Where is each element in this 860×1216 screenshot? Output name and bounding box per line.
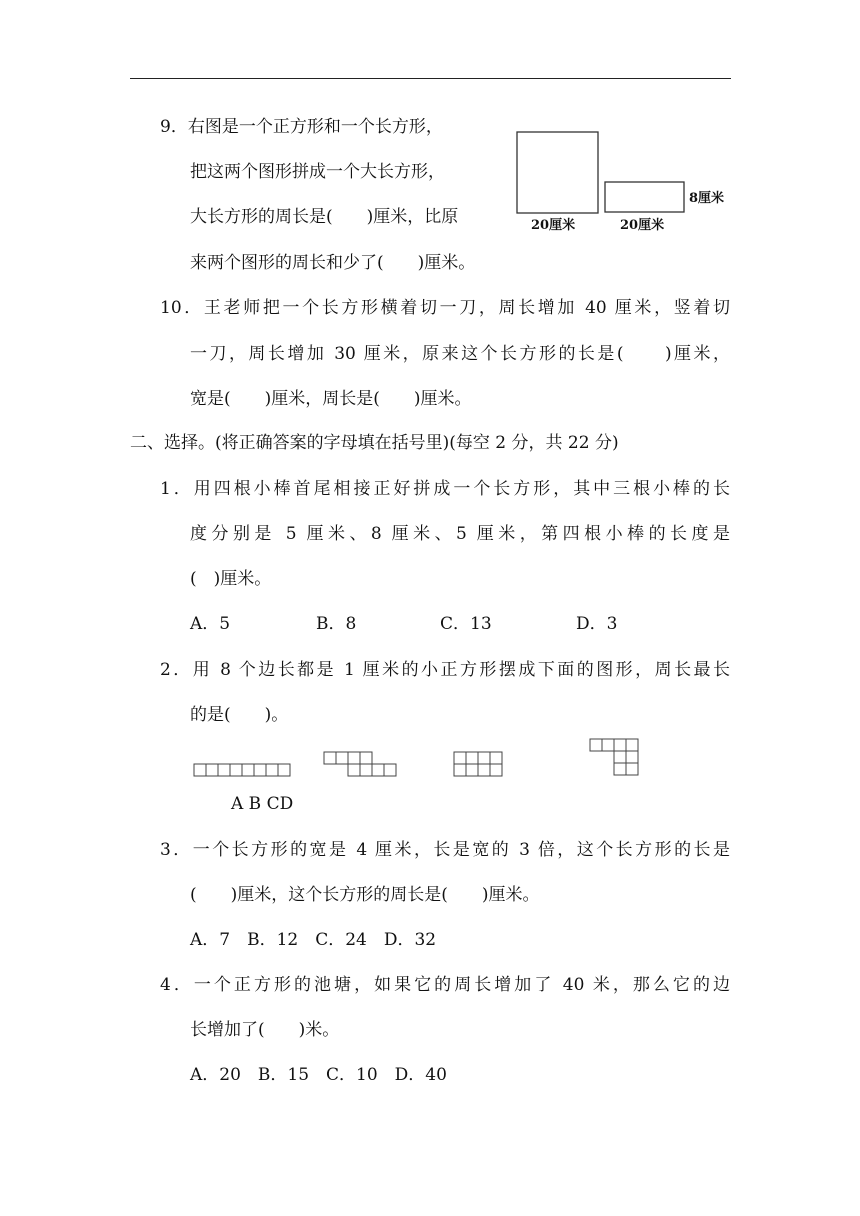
q9-line-3: 大长方形的周长是( )厘米，比原 xyxy=(190,207,459,227)
q9-line-2: 把这两个图形拼成一个大长方形， xyxy=(190,162,445,182)
header-rule xyxy=(130,78,731,79)
q10-line-1: 10．王老师把一个长方形横着切一刀，周长增加 40 厘米，竖着切 xyxy=(160,298,730,318)
c2-line-2: 的是( )。 xyxy=(190,705,289,725)
c2-figure-caption: A B CD xyxy=(231,794,294,814)
c2-shape-d xyxy=(588,737,642,779)
c3-options: A．7 B．12 C．24 D．32 xyxy=(190,930,437,950)
c1-option-b: B．8 xyxy=(316,614,357,634)
c2-line-1: 2．用 8 个边长都是 1 厘米的小正方形摆成下面的图形，周长最长 xyxy=(160,660,730,680)
q9-rect-width-label: 20厘米 xyxy=(620,218,665,233)
c2-shape-a xyxy=(192,762,294,778)
c3-line-1: 3．一个长方形的宽是 4 厘米，长是宽的 3 倍，这个长方形的长是 xyxy=(160,840,730,860)
q10-line-2: 一刀，周长增加 30 厘米，原来这个长方形的长是( )厘米， xyxy=(190,344,730,364)
c3-line-2: ( )厘米，这个长方形的周长是( )厘米。 xyxy=(190,885,540,905)
section2-heading: 二、选择。(将正确答案的字母填在括号里)(每空 2 分，共 22 分) xyxy=(130,433,619,453)
q9-rect-height-label: 8厘米 xyxy=(689,191,725,206)
c2-shape-b xyxy=(322,750,402,778)
c4-options: A．20 B．15 C．10 D．40 xyxy=(190,1065,447,1085)
q9-rectangle xyxy=(605,182,684,212)
c1-line-3: ( )厘米。 xyxy=(190,569,272,589)
c1-option-c: C．13 xyxy=(440,614,492,634)
c1-line-1: 1．用四根小棒首尾相接正好拼成一个长方形，其中三根小棒的长 xyxy=(160,479,730,499)
q9-line-4: 来两个图形的周长和少了( )厘米。 xyxy=(190,253,476,273)
c1-line-2: 度分别是 5 厘米、8 厘米、5 厘米，第四根小棒的长度是 xyxy=(190,524,730,544)
c4-line-1: 4．一个正方形的池塘，如果它的周长增加了 40 米，那么它的边 xyxy=(160,975,730,995)
q9-line-1: 9．右图是一个正方形和一个长方形， xyxy=(160,117,443,137)
c2-shape-c xyxy=(452,750,506,778)
c1-option-a: A．5 xyxy=(190,614,231,634)
q9-square-width-label: 20厘米 xyxy=(531,218,576,233)
q9-square xyxy=(517,132,598,213)
q10-line-3: 宽是( )厘米，周长是( )厘米。 xyxy=(190,389,472,409)
c4-line-2: 长增加了( )米。 xyxy=(190,1020,340,1040)
c1-option-d: D．3 xyxy=(576,614,618,634)
